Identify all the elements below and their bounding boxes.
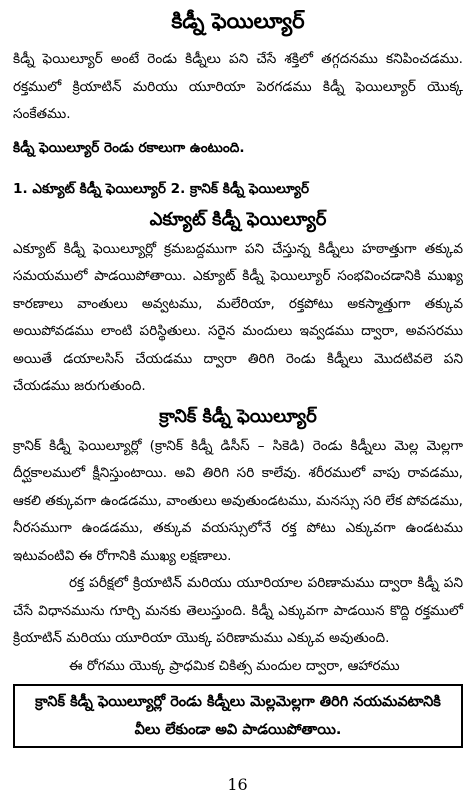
treatment-paragraph: ఈ రోగము యొక్క ప్రాధమిక చికిత్స మందుల ద్వారా, ఆహారము xyxy=(69,657,400,674)
blood-test-paragraph: రక్త పరీక్షలో క్రియాటిన్ మరియు యూరియాల పరిణామము ద్వారా కిడ్నీ పని చేసే విధానమును గూర్చి మనకు తెలుస్తుంది. కిడ్నీ ఎక్కువగా పాడయిన కొద్ది రక్తములో క్రియాటిన్ మరియు యూరియా యొక్క పరిణామము ఎక్కువ అవుతుంది. xyxy=(13,575,463,646)
types-list: 1. ఎక్యూట్ కిడ్నీ ఫెయిల్యూర్ 2. క్రానిక్ కిడ్నీ ఫెయిల్యూర్ xyxy=(13,181,310,197)
types-intro: కిడ్నీ ఫెయిల్యూర్ రెండు రకాలుగా ఉంటుంది. xyxy=(13,139,245,156)
chronic-paragraph: క్రానిక్ కిడ్నీ ఫెయిల్యూర్లో (క్రానిక్ కిడ్నీ డిసీస్ – సికెడి) రెండు కిడ్నీలు మెల్ల మెల్లగా దీర్ఘకాలములో క్షీనిస్తుంటాయి. అవి తిరిగి సరి కాలేవు. శరీరములో వాపు రావడము, ఆకలి తక్కువగా ఉండడము, వాంతులు అవుతుండటము, మనస్సు సరి లేక పోవడము, నీరసముగా ఉండడము, తక్కువ వయస్సులోనే రక్త పోటు ఎక్కువగా ఉండటము ఇటువంటివి ఈ రోగానికి ముఖ్య లక్షణాలు. xyxy=(13,437,463,564)
callout-box: క్రానిక్ కిడ్నీ ఫెయిల్యూర్లో రెండు కిడ్నీలు మెల్లమెల్లగా తిరిగి నయమవటానికి వీలు లేకుండా అవి పాడయిపోతాయి. xyxy=(13,684,463,748)
acute-section-title: ఎక్యూట్ కిడ్నీ ఫెయిల్యూర్ xyxy=(149,208,327,230)
document-page xyxy=(13,6,463,748)
page-number: 16 xyxy=(227,775,248,794)
intro-paragraph: కిడ్నీ ఫెయిల్యూర్ అంటే రెండు కిడ్నీలు పని చేసే శక్తిలో తగ్గదనము కనిపించడము. రక్తములో క్రియాటిన్ మరియు యూరియా పెరగడము కిడ్నీ ఫెయిల్యూర్ యొక్క సంకేతము. xyxy=(13,51,463,122)
acute-paragraph: ఎక్యూట్ కిడ్నీ ఫెయిల్యూర్లో క్రమబద్దముగా పని చేస్తున్న కిడ్నీలు హఠాత్తుగా తక్కువ సమయములో పాడయిపోతాయి. ఎక్యూట్ కిడ్నీ ఫెయిల్యూర్ సంభవించడానికి ముఖ్య కారణాలు వాంతులు అవ్వటము, మలేరియా, రక్తపోటు అకస్మాత్తుగా తక్కువ అయిపోవడము లాంటి పరిస్థితులు. సరైన మందులు ఇవ్వడము ద్వారా, అవసరము అయితే డయాలసిస్ చేయడము ద్వారా తిరిగి రెండు కిడ్నీలు మొదటివలె పని చేయడము జరుగుతుంది. xyxy=(13,240,463,394)
page-title: కిడ్నీ ఫెయిల్యూర్ xyxy=(171,9,305,33)
chronic-section-title: క్రానిక్ కిడ్నీ ఫెయిల్యూర్ xyxy=(159,405,317,427)
